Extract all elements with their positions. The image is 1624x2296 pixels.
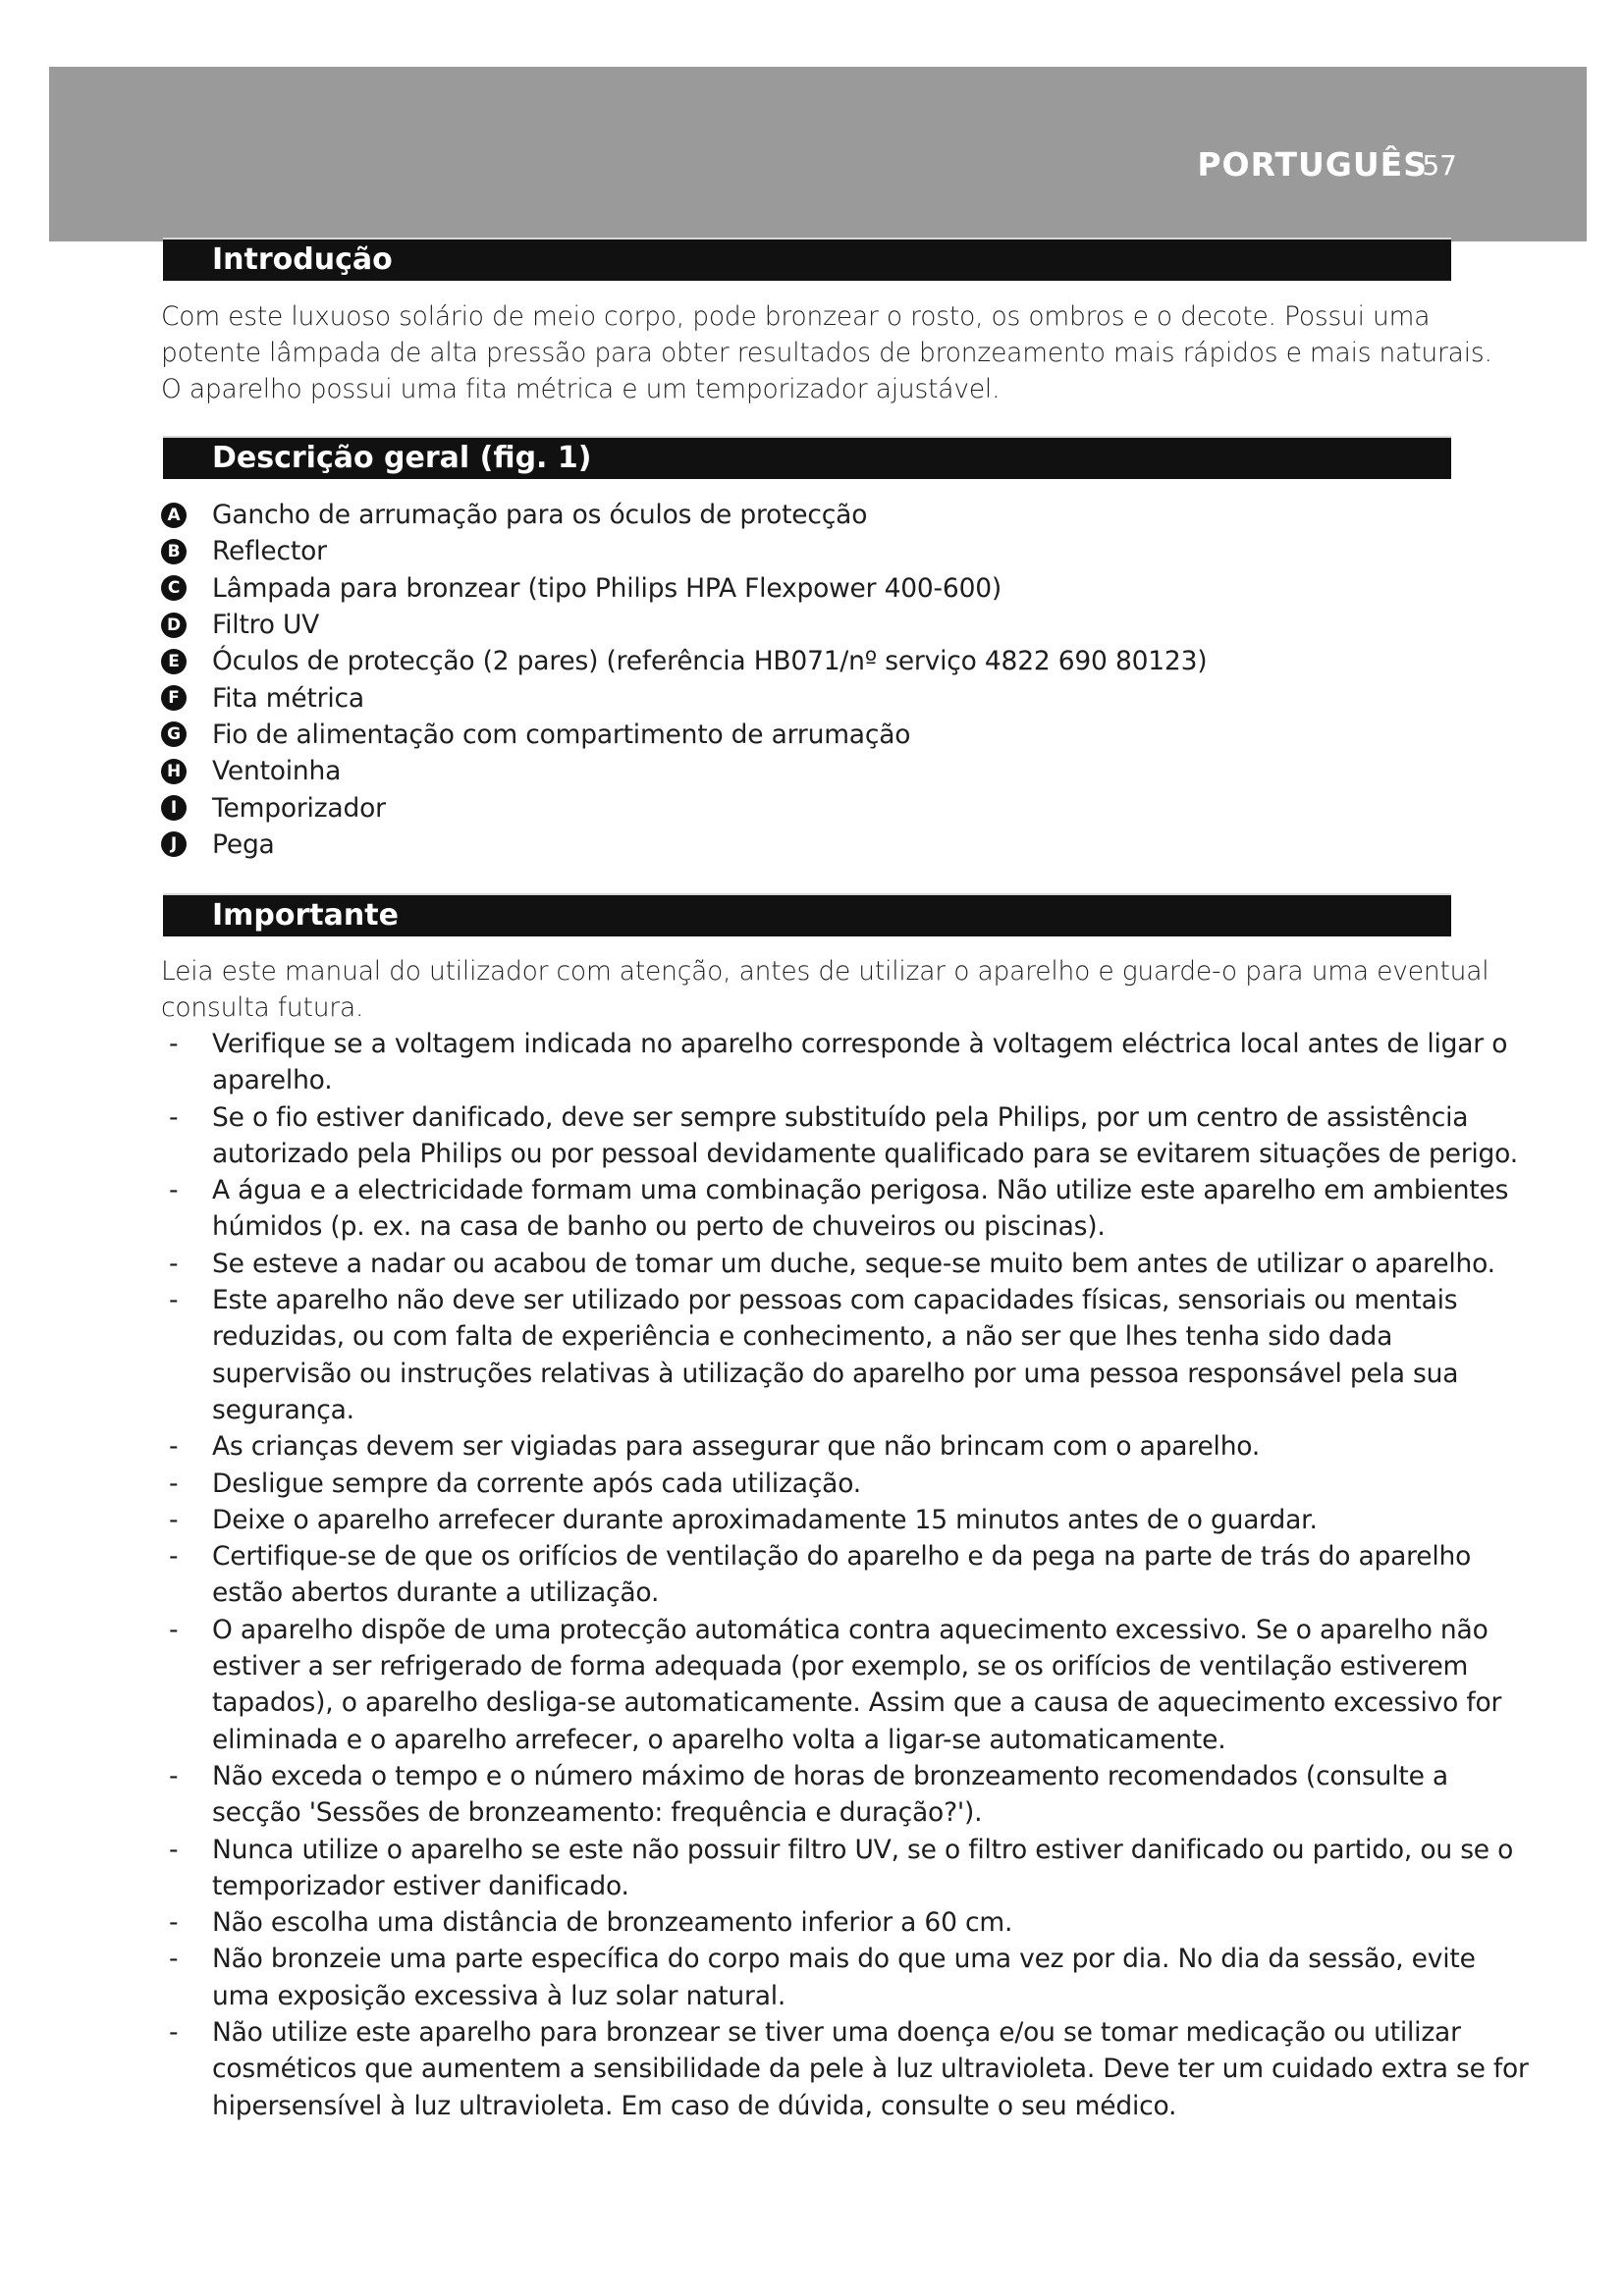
safety-item: - Nunca utilize o aparelho se este não possuir filtro UV, se o filtro estiver danificado ou partido, ou se o temporizador estiver danificado. [161,1832,1536,1905]
part-label: Óculos de protecção (2 pares) (referência HB071/nº serviço 4822 690 80123) [212,646,1208,677]
part-item [161,679,1207,716]
intro-paragraph: Com este luxuoso solário de meio corpo, pode bronzear o rosto, os ombros e o decote. Possui uma potente lâmpada de alta pressão para obter resultados de bronzeamento mais rápidos e mais naturais. O aparelho possui uma fita métrica e um temporizador ajustável. [161,301,1492,404]
safety-item: - Não escolha uma distância de bronzeamento inferior a 60 cm. [161,1904,1536,1941]
safety-item: - Este aparelho não deve ser utilizado por pessoas com capacidades físicas, sensoriais ou mentais reduzidas, ou com falta de experiência e conhecimento, a não ser que lhes tenha sido dada supervisão ou instruções relativas à utilização do aparelho por uma pessoa responsável pela sua segurança. [161,1282,1536,1428]
part-label: Fio de alimentação com compartimento de arrumação [212,719,911,750]
part-label: Ventoinha [212,756,342,787]
part-item [161,753,1207,789]
part-item [161,570,1207,607]
part-item [161,827,1207,863]
safety-item: - Se o fio estiver danificado, deve ser sempre substituído pela Philips, por um centro de assistência autorizado pela Philips ou por pessoal devidamente qualificado para se evitarem situações de perigo. [161,1099,1536,1173]
part-item [161,533,1207,569]
safety-item: - Não exceda o tempo e o número máximo de horas de bronzeamento recomendados (consulte a secção 'Sessões de bronzeamento: frequência e duração?'). [161,1758,1536,1832]
part-letter-badge: E [161,649,187,674]
part-item [161,643,1207,679]
safety-item: - Certifique-se de que os orifícios de ventilação do aparelho e da pega na parte de trás do aparelho estão abertos durante a utilização. [161,1538,1536,1612]
safety-item: - O aparelho dispõe de uma protecção automática contra aquecimento excessivo. Se o aparelho não estiver a ser refrigerado de forma adequada (por exemplo, se os orifícios de ventilação estiverem tapados), o aparelho desliga-se automaticamente. Assim que a causa de aquecimento excessivo for eliminada e o aparelho arrefecer, o aparelho volta a ligar-se automaticamente. [161,1612,1536,1758]
section-header-overview [163,436,1451,479]
part-letter-badge: H [161,759,187,784]
part-label: Filtro UV [212,610,320,641]
part-letter-badge: A [161,503,187,528]
important-intro: Leia este manual do utilizador com atenção, antes de utilizar o aparelho e guarde-o para uma eventual consulta futura. [161,956,1489,1023]
part-letter-badge: B [161,539,187,564]
part-label: Lâmpada para bronzear (tipo Philips HPA Flexpower 400-600) [212,572,1002,604]
part-label: Fita métrica [212,682,364,714]
part-label: Temporizador [212,792,386,824]
parts-list [161,497,1207,863]
section-title-overview: Descrição geral (fig. 1) [212,441,592,475]
part-item [161,497,1207,533]
safety-item: - Desligue sempre da corrente após cada utilização. [161,1466,1536,1502]
safety-item: - As crianças devem ser vigiadas para assegurar que não brincam com o aparelho. [161,1428,1536,1465]
part-letter-badge: G [161,721,187,747]
part-label: Pega [212,828,275,860]
part-letter-badge: D [161,613,187,638]
part-letter-badge: J [161,831,187,857]
section-header-intro [163,238,1451,281]
part-letter-badge: I [161,795,187,821]
safety-item: - Se esteve a nadar ou acabou de tomar um duche, seque-se muito bem antes de utilizar o aparelho. [161,1246,1536,1282]
part-label: Gancho de arrumação para os óculos de protecção [212,500,868,531]
part-item [161,607,1207,643]
part-letter-badge: F [161,685,187,711]
safety-item: - A água e a electricidade formam uma combinação perigosa. Não utilize este aparelho em ambientes húmidos (p. ex. na casa de banho ou perto de chuveiros ou piscinas). [161,1172,1536,1246]
safety-item: - Deixe o aparelho arrefecer durante aproximadamente 15 minutos antes de o guardar. [161,1502,1536,1538]
part-item [161,789,1207,826]
part-item [161,717,1207,753]
part-label: Reflector [212,536,327,567]
page-number: 57 [1422,149,1457,182]
section-header-important [163,893,1451,936]
section-title-intro: Introdução [212,242,393,277]
safety-item: - Não utilize este aparelho para bronzear se tiver uma doença e/ou se tomar medicação ou utilizar cosméticos que aumentem a sensibilidade da pele à luz ultravioleta. Deve ter um cuidado extra se for hipersensível à luz ultravioleta. Em caso de dúvida, consulte o seu médico. [161,2014,1536,2124]
safety-item: - Verifique se a voltagem indicada no aparelho corresponde à voltagem eléctrica local antes de ligar o aparelho. [161,1026,1536,1099]
safety-item: - Não bronzeie uma parte específica do corpo mais do que uma vez por dia. No dia da sessão, evite uma exposição excessiva à luz solar natural. [161,1941,1536,2014]
part-letter-badge: C [161,575,187,601]
safety-list [161,1026,1536,2124]
section-title-important: Importante [212,898,399,933]
language-title: PORTUGUÊS [1197,145,1428,184]
